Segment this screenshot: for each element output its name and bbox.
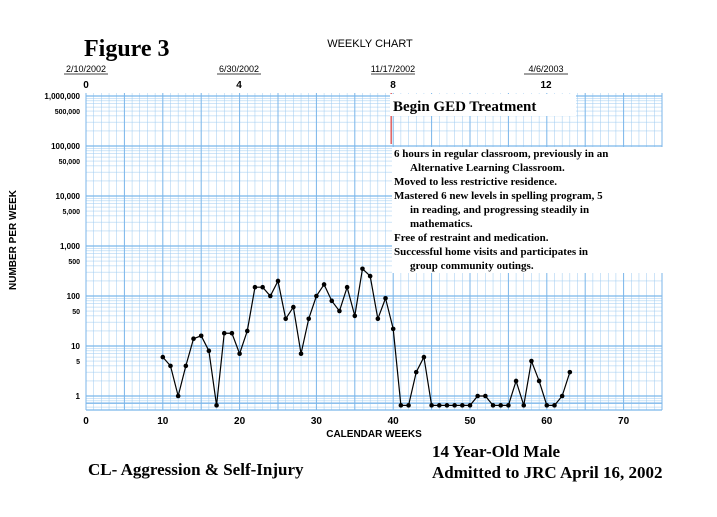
- top-date-label: 2/10/2002: [65, 64, 107, 74]
- data-point: [498, 403, 503, 408]
- y-tick-label: 5,000: [62, 209, 80, 217]
- data-point: [360, 266, 365, 271]
- data-point: [452, 403, 457, 408]
- data-point: [399, 403, 404, 408]
- data-point: [199, 333, 204, 338]
- top-date-label: 6/30/2002: [218, 64, 260, 74]
- top-date-label: 11/17/2002: [370, 64, 416, 74]
- data-point: [161, 355, 166, 360]
- data-point: [521, 403, 526, 408]
- x-tick-label: 20: [234, 416, 246, 427]
- y-tick-label: 50,000: [58, 159, 80, 167]
- y-tick-label: 100,000: [51, 142, 80, 151]
- annotation-title: Begin GED Treatment: [393, 99, 537, 115]
- data-point: [268, 294, 273, 299]
- data-point: [353, 314, 358, 319]
- data-point: [529, 359, 534, 364]
- data-point: [475, 394, 480, 399]
- data-point: [545, 403, 550, 408]
- data-point: [391, 327, 396, 332]
- data-point: [337, 309, 342, 314]
- data-point: [260, 285, 265, 290]
- figure-label: Figure 3: [84, 36, 170, 62]
- data-point: [191, 336, 196, 341]
- top-week-number: 4: [236, 80, 242, 91]
- data-point: [306, 316, 311, 321]
- data-point: [506, 403, 511, 408]
- data-point: [322, 282, 327, 287]
- data-point: [422, 355, 427, 360]
- note-line: Moved to less restrictive residence.: [394, 176, 558, 188]
- x-axis-label: CALENDAR WEEKS: [326, 429, 422, 440]
- note-line: Alternative Learning Classroom.: [410, 162, 565, 174]
- x-tick-labels: [83, 416, 629, 427]
- top-week-number: 0: [83, 80, 89, 91]
- x-tick-label: 40: [387, 416, 399, 427]
- data-point: [276, 279, 281, 284]
- y-tick-label: 1,000,000: [44, 92, 80, 101]
- data-point: [483, 394, 488, 399]
- data-point: [222, 331, 227, 336]
- y-tick-label: 50: [72, 309, 80, 317]
- x-tick-label: 50: [464, 416, 476, 427]
- note-line: mathematics.: [410, 218, 473, 230]
- data-point: [460, 403, 465, 408]
- data-point: [184, 364, 189, 369]
- data-point: [299, 351, 304, 356]
- data-point: [445, 403, 450, 408]
- data-point: [368, 274, 373, 279]
- data-point: [468, 403, 473, 408]
- x-tick-label: 60: [541, 416, 553, 427]
- data-point: [168, 364, 173, 369]
- footer-info-line: 14 Year-Old Male: [432, 442, 561, 461]
- x-tick-label: 10: [157, 416, 169, 427]
- data-point: [437, 403, 442, 408]
- data-point: [291, 305, 296, 310]
- data-point: [383, 296, 388, 301]
- data-point: [245, 329, 250, 334]
- y-tick-labels: [44, 92, 80, 401]
- data-point: [514, 379, 519, 384]
- x-tick-label: 30: [310, 416, 322, 427]
- data-point: [552, 403, 557, 408]
- notes-list: [392, 147, 664, 273]
- y-tick-label: 100: [66, 292, 80, 301]
- footer-client-label: CL- Aggression & Self-Injury: [88, 460, 304, 479]
- data-point: [406, 403, 411, 408]
- y-axis-label: NUMBER PER WEEK: [8, 189, 19, 290]
- footer-info-line: Admitted to JRC April 16, 2002: [432, 463, 663, 482]
- data-point: [568, 370, 573, 375]
- data-point: [237, 351, 242, 356]
- y-tick-label: 10: [71, 342, 80, 351]
- x-tick-label: 70: [618, 416, 630, 427]
- top-axis: [64, 64, 568, 91]
- data-series: [161, 266, 573, 407]
- footer-info: [432, 441, 662, 483]
- y-tick-label: 500: [68, 259, 80, 267]
- note-line: group community outings.: [410, 260, 534, 272]
- data-point: [283, 316, 288, 321]
- data-point: [230, 331, 235, 336]
- y-tick-label: 10,000: [55, 192, 80, 201]
- y-tick-label: 1: [75, 392, 80, 401]
- data-point: [329, 299, 334, 304]
- data-point: [314, 294, 319, 299]
- data-point: [560, 394, 565, 399]
- data-point: [537, 379, 542, 384]
- note-line: 6 hours in regular classroom, previously in an: [394, 148, 609, 160]
- note-line: Mastered 6 new levels in spelling program, 5: [394, 190, 603, 202]
- data-point: [214, 403, 219, 408]
- data-point: [207, 349, 212, 354]
- data-point: [345, 285, 350, 290]
- note-line: Successful home visits and participates in: [394, 246, 589, 258]
- chart-title: WEEKLY CHART: [327, 38, 413, 50]
- y-tick-label: 500,000: [54, 109, 80, 117]
- x-tick-label: 0: [83, 416, 89, 427]
- y-tick-label: 1,000: [59, 242, 80, 251]
- data-point: [429, 403, 434, 408]
- data-point: [253, 285, 258, 290]
- data-point: [176, 394, 181, 399]
- data-point: [414, 370, 419, 375]
- note-line: in reading, and progressing steadily in: [410, 204, 590, 216]
- data-point: [491, 403, 496, 408]
- top-week-number: 8: [390, 80, 396, 91]
- top-week-number: 12: [540, 80, 552, 91]
- top-date-label: 4/6/2003: [528, 64, 564, 74]
- data-point: [376, 316, 381, 321]
- y-tick-label: 5: [76, 359, 80, 367]
- note-line: Free of restraint and medication.: [394, 232, 549, 244]
